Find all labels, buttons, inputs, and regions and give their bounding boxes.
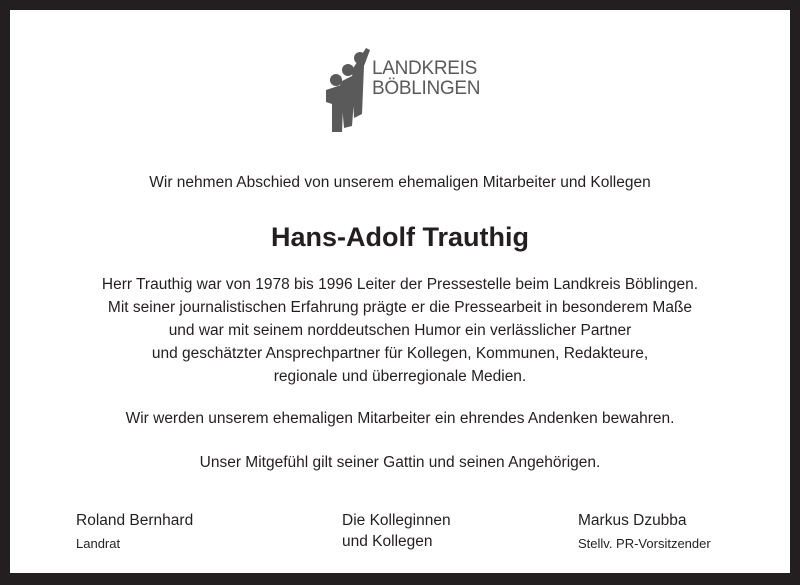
body-line: und war mit seinem norddeutschen Humor ein verlässlicher Partner — [168, 322, 632, 339]
people-figures-icon — [322, 44, 372, 134]
signature-pr — [578, 512, 711, 551]
logo-text — [372, 59, 480, 99]
signature-name: Roland Bernhard — [76, 512, 194, 529]
signature-role: Stellv. PR-Vorsitzender — [578, 536, 711, 551]
signature-name: Markus Dzubba — [578, 512, 687, 529]
body-line: regionale und überregionale Medien. — [273, 368, 527, 385]
deceased-name: Hans-Adolf Trauthig — [271, 222, 529, 252]
signature-role: und Kollegen — [342, 533, 433, 550]
obituary-notice — [10, 10, 790, 573]
condolence-text: Unser Mitgefühl gilt seiner Gattin und seinen Angehörigen. — [199, 454, 601, 471]
body-line: und geschätzter Ansprechpartner für Kollegen, Kommunen, Redakteure, — [151, 345, 649, 362]
intro-text: Wir nehmen Abschied von unserem ehemaligen Mitarbeiter und Kollegen — [149, 174, 651, 191]
signature-name: Die Kolleginnen — [342, 512, 451, 529]
signature-role: Landrat — [76, 536, 121, 551]
signature-landrat — [76, 512, 193, 551]
body-line: Mit seiner journalistischen Erfahrung prägte er die Pressearbeit in besonderem Maße — [107, 299, 693, 316]
remembrance-text: Wir werden unserem ehemaligen Mitarbeiter ein ehrendes Andenken bewahren. — [125, 410, 675, 427]
body-line: Herr Trauthig war von 1978 bis 1996 Leiter der Pressestelle beim Landkreis Böblingen. — [101, 276, 699, 293]
logo-line-2: BÖBLINGEN — [372, 78, 481, 99]
landkreis-logo — [322, 44, 502, 134]
signature-colleagues — [342, 512, 451, 551]
logo-line-1: LANDKREIS — [372, 58, 478, 79]
